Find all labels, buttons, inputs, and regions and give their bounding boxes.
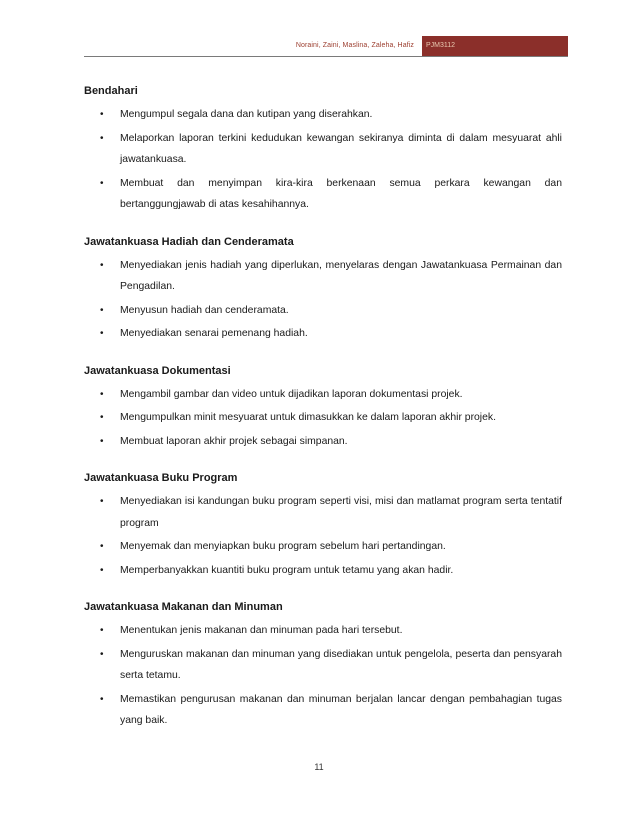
bullet-list bbox=[84, 104, 562, 216]
bullet-list bbox=[84, 384, 562, 453]
section-title: Jawatankuasa Buku Program bbox=[84, 472, 238, 484]
section-title: Jawatankuasa Hadiah dan Cenderamata bbox=[84, 235, 294, 248]
list-item-text: Menyemak dan menyiapkan buku program sebelum hari pertandingan. bbox=[120, 541, 446, 552]
list-item bbox=[84, 560, 562, 582]
bullet-icon: • bbox=[100, 564, 104, 576]
header-course-code: PJM3112 bbox=[422, 36, 568, 56]
bullet-icon: • bbox=[100, 328, 104, 339]
list-item-text: Menyediakan senarai pemenang hadiah. bbox=[120, 328, 308, 339]
list-item bbox=[84, 431, 562, 453]
list-item bbox=[84, 173, 562, 216]
section-dokumentasi bbox=[84, 364, 562, 453]
list-item-text: Membuat dan menyimpan kira-kira berkenaan semua perkara kewangan dan bertanggungjawab di atas kesahihannya. bbox=[120, 177, 562, 210]
bullet-icon: • bbox=[100, 541, 104, 552]
bullet-icon: • bbox=[100, 388, 104, 400]
page-number: 11 bbox=[314, 762, 324, 772]
bullet-icon: • bbox=[100, 693, 104, 705]
list-item-text: Menguruskan makanan dan minuman yang disediakan untuk pengelola, peserta dan pensyarah serta tetamu. bbox=[120, 648, 562, 681]
list-item-text: Menentukan jenis makanan dan minuman pada hari tersebut. bbox=[120, 625, 403, 636]
list-item bbox=[84, 491, 562, 534]
bullet-icon: • bbox=[100, 496, 104, 507]
header-authors: Noraini, Zaini, Maslina, Zaleha, Hafiz bbox=[295, 42, 414, 49]
bullet-list bbox=[84, 620, 562, 732]
list-item bbox=[84, 384, 562, 406]
bullet-icon: • bbox=[100, 625, 104, 636]
section-title: Jawatankuasa Dokumentasi bbox=[84, 364, 231, 377]
list-item bbox=[84, 104, 562, 126]
list-item-text: Melaporkan laporan terkini kedudukan kewangan sekiranya diminta di dalam mesyuarat ahli jawatankuasa. bbox=[120, 132, 562, 165]
bullet-icon: • bbox=[100, 259, 104, 271]
bullet-icon: • bbox=[100, 132, 104, 144]
list-item bbox=[84, 128, 562, 171]
list-item bbox=[84, 620, 562, 642]
bullet-icon: • bbox=[100, 412, 104, 423]
list-item-text: Memastikan pengurusan makanan dan minuman berjalan lancar dengan pembahagian tugas yang baik. bbox=[120, 693, 562, 726]
list-item bbox=[84, 407, 562, 429]
bullet-icon: • bbox=[100, 648, 104, 660]
bullet-icon: • bbox=[100, 177, 104, 189]
list-item bbox=[84, 536, 562, 558]
section-hadiah-cenderamata bbox=[84, 235, 562, 345]
list-item bbox=[84, 689, 562, 732]
bullet-list bbox=[84, 491, 562, 581]
list-item bbox=[84, 644, 562, 687]
list-item-text: Mengumpulkan minit mesyuarat untuk dimasukkan ke dalam laporan akhir projek. bbox=[120, 412, 496, 423]
list-item bbox=[84, 300, 562, 322]
bullet-icon: • bbox=[100, 109, 104, 120]
list-item-text: Membuat laporan akhir projek sebagai simpanan. bbox=[120, 435, 348, 447]
document-body bbox=[84, 84, 562, 751]
section-title: Jawatankuasa Makanan dan Minuman bbox=[84, 601, 283, 613]
list-item-text: Memperbanyakkan kuantiti buku program untuk tetamu yang akan hadir. bbox=[120, 564, 454, 576]
section-bendahari bbox=[84, 84, 562, 216]
list-item-text: Mengumpul segala dana dan kutipan yang diserahkan. bbox=[120, 109, 373, 120]
list-item-text: Menyusun hadiah dan cenderamata. bbox=[120, 304, 289, 316]
bullet-list bbox=[84, 255, 562, 345]
list-item bbox=[84, 323, 562, 345]
section-makanan-minuman bbox=[84, 600, 562, 732]
section-buku-program bbox=[84, 471, 562, 581]
section-title: Bendahari bbox=[84, 85, 138, 97]
bullet-icon: • bbox=[100, 435, 104, 447]
bullet-icon: • bbox=[100, 304, 104, 316]
list-item bbox=[84, 255, 562, 298]
list-item-text: Menyediakan isi kandungan buku program seperti visi, misi dan matlamat program serta tentatif program bbox=[120, 496, 562, 529]
list-item-text: Menyediakan jenis hadiah yang diperlukan, menyelaras dengan Jawatankuasa Permainan dan Pengadilan. bbox=[120, 259, 562, 292]
page-header bbox=[84, 36, 568, 57]
list-item-text: Mengambil gambar dan video untuk dijadikan laporan dokumentasi projek. bbox=[120, 388, 463, 400]
